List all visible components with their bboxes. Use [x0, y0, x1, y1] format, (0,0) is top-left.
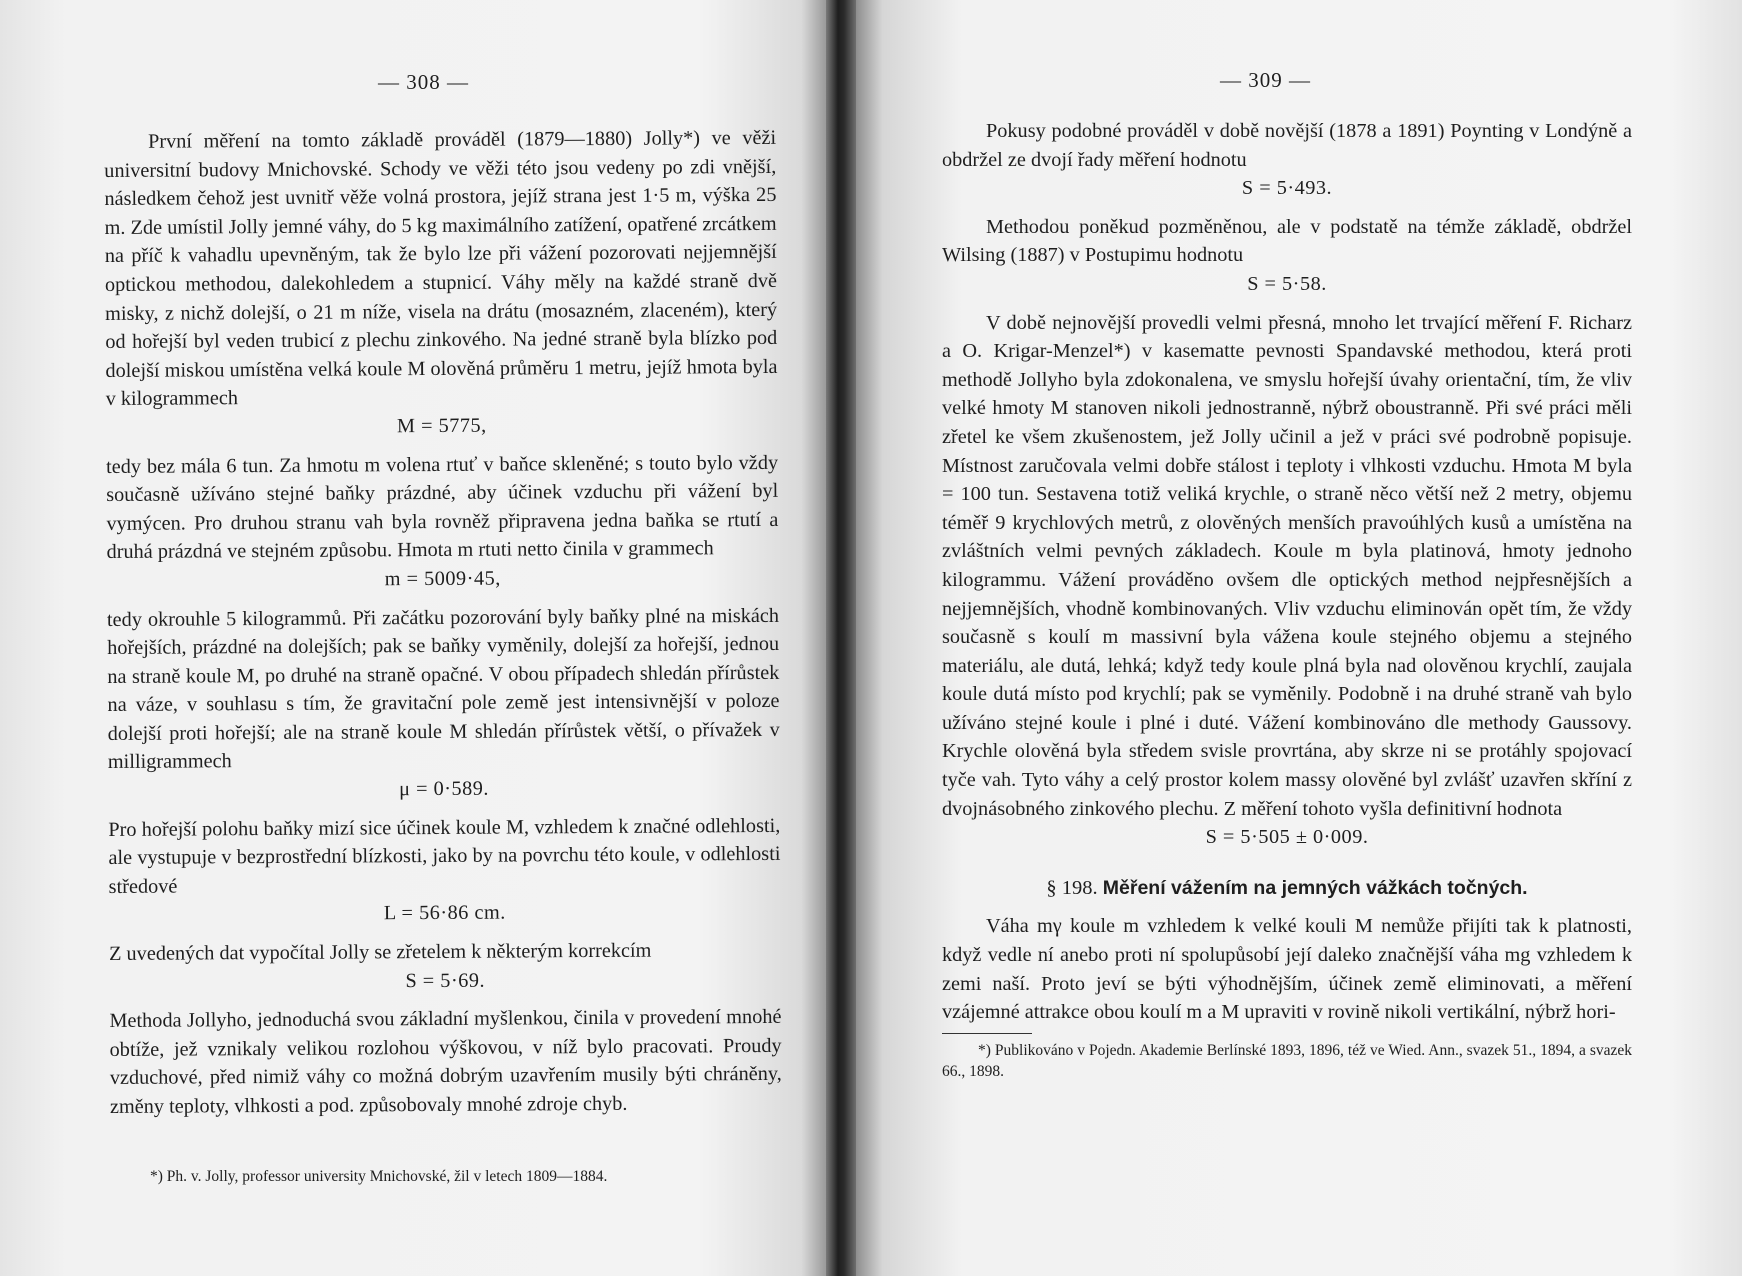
formula: M = 5775,	[396, 414, 487, 438]
formula: μ = 0·589.	[399, 777, 490, 801]
page-body	[104, 124, 782, 1122]
formula: S = 5·58.	[1247, 272, 1327, 295]
paragraph: Pro hořejší polohu baňky mizí sice účinek koule M, vzhledem k značné odlehlosti, ale vystupuje v bezprostřední blízkosti, jako by na povrchu této koule, v odlehlosti středové	[108, 814, 781, 898]
section-heading	[942, 874, 1632, 903]
book-gutter	[826, 0, 856, 1276]
paragraph: V době nejnovější provedli velmi přesná, mnoho let trvající měření F. Richarz a O. Krigar-Menzel*) v kasematte pevnosti Spandavské methodou, která proti methodě Jollyho byla zdokonalena, ve smyslu hořejší úvahy orientační, tím, že vliv velké hmoty M stanoven nikoli jednostranně, nýbrž oboustranně. Při své práci měli zřetel ke všem zkušenostem, jež Jolly učinil a jež v práci své podrobně popisuje. Místnost zaručovala velmi dobře stálost i teploty i vlhkosti vzduchu. Hmota M byla = 100 tun. Sestavena totiž veliká krychle, o straně něco větší než 2 metry, objemu téměř 9 krychlových metrů, z olověných menších pravoúhlých kusů a umístěna na zvláštních velmi pevných základech. Koule m byla platinová, hmoty jednoho kilogrammu. Vážení prováděno ovšem dle optických method nejpřesnějších a nejjemnějších, vhodně kombinovaných. Vliv vzduchu eliminován opět tím, že vždy současně s koulí m massivní byla vážena koule stejného objemu a stejného materiálu, ale dutá, lehká; když tedy koule plná byla nad olověnou krychlí, zaujala koule dutá místo pod krychlí; pak se vyměnily. Podobně i na druhé straně vah bylo užíváno stejné koule i plné i duté. Vážení kombinováno dle methody Gaussovy. Krychle olověná byla středem svisle provrtána, aby skrze ni se protáhly spojovací tyče vah. Tyto váhy a celý prostor kolem massy olověné byl zvlášť uzavřen skříní z dvojnásobného zinkového plechu. Z měření tohoto vyšla definitivní hodnota	[942, 311, 1632, 820]
footnote-rule	[942, 1033, 1032, 1034]
page-number: — 309 —	[1220, 68, 1311, 92]
footnote: *) Publikováno v Pojedn. Akademie Berlínské 1893, 1896, též ve Wied. Ann., svazek 51., 1894, a svazek 66., 1898.	[942, 1041, 1632, 1080]
formula: m = 5009·45,	[384, 567, 501, 591]
paragraph: Methodou poněkud pozměněnou, ale v podstatě na témže základě, obdržel Wilsing (1887) v Postupimu hodnotu	[942, 215, 1632, 267]
formula: S = 5·505 ± 0·009.	[1205, 826, 1369, 849]
paragraph: Z uvedených dat vypočítal Jolly se zřetelem k některým korrekcím	[108, 939, 652, 966]
section-number: § 198.	[1046, 876, 1098, 899]
page-number: — 308 —	[378, 70, 469, 94]
paragraph: tedy okrouhle 5 kilogrammů. Při začátku pozorování byly baňky plné na miskách hořejších, prázdné na dolejších; pak se baňky vyměnily, dolejší za hořejší, jednou na straně koule M, po druhé na straně opačné. V obou případech shledán přírůstek na váze, v souhlasu s tím, že gravitační pole země jest intensivnější v poloze dolejší proti hořejší; ale na straně koule M shledán přírůstek větší, o přívažek v milligrammech	[106, 604, 780, 774]
left-page	[0, 0, 826, 1276]
right-page	[856, 0, 1742, 1276]
page-body	[942, 117, 1632, 1082]
paragraph: Pokusy podobné prováděl v době novější (1878 a 1891) Poynting v Londýně a obdržel ze dvojí řady měření hodnotu	[942, 120, 1632, 171]
paragraph: Váha mγ koule m vzhledem k velké kouli M nemůže přijíti tak k platnosti, když vedle ní anebo proti ní spolupůsobí její daleko značnější váha mg vzhledem k zemi naší. Proto jeví se býti výhodnějším, účinek země eliminovati, a měření vzájemné attrakce obou koulí m a M upraviti v rovině nikoli vertikální, nýbrž hori-	[942, 915, 1632, 1024]
footnote: *) Ph. v. Jolly, professor university Mnichovské, žil v letech 1809—1884.	[150, 1168, 608, 1185]
paragraph: tedy bez mála 6 tun. Za hmotu m volena rtuť v baňce skleněné; s touto bylo vždy současně užíváno stejné baňky prázdné, aby účinek vzduchu při vážení byl vymýcen. Pro druhou stranu vah byla rovněž připravena jedna baňka se rtutí a druhá prázdná ve stejném způsobu. Hmota m rtuti netto činila v grammech	[106, 451, 779, 564]
formula: L = 56·86 cm.	[383, 901, 506, 925]
formula: S = 5·493.	[1241, 177, 1333, 200]
paragraph: První měření na tomto základě prováděl (1879—1880) Jolly*) ve věži universitní budovy Mnichovské. Schody ve věži této jsou vedeny po zdi vnější, následkem čehož jest uvnitř věže volná prostora, jejíž strana jest 1·5 m, výška 25 m. Zde umístil Jolly jemné váhy, do 5 kg maximálního zatížení, opatřené zrcátkem na příč k vahadlu upevněným, tak že bylo lze při vážení pozorovati nejjemnější optickou methodou, dalekohledem a stupnicí. Váhy měly na každé straně dvě misky, z nichž dolejší, o 21 m níže, visela na drátu (mosazném, zlaceném), který od hořejší byl veden trubicí z plechu zinkového. Na jedné straně byla blízko pod dolejší miskou umístěna velká koule M olověná průměru 1 metru, jejíž hmota byla v kilogrammech	[104, 126, 778, 411]
section-title: Měření vážením na jemných vážkách točných.	[1102, 876, 1528, 899]
paragraph: Methoda Jollyho, jednoduchá svou základní myšlenkou, činila v provedení mnohé obtíže, jež vznikaly velikou rozlohou výškovou, v níž bylo pracovati. Proudy vzduchové, před nimiž váhy co možná dobrým uzavřením musily býti chráněny, změny teploty, vlhkosti a pod. způsobovaly mnohé zdroje chyb.	[109, 1006, 782, 1118]
formula: S = 5·69.	[405, 969, 486, 992]
